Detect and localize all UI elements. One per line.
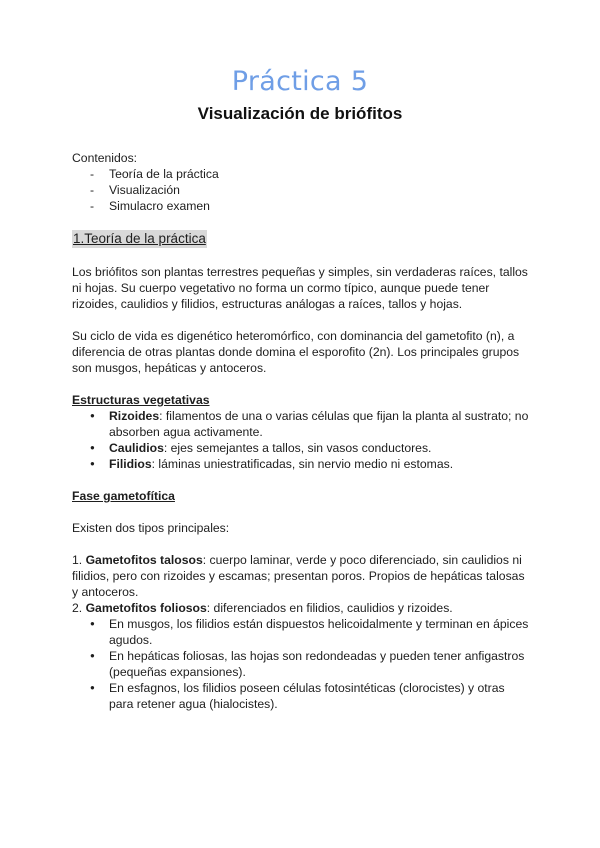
numbered-item [72,600,532,616]
list-item [90,456,532,472]
term: Rizoides [109,409,160,423]
contents-item: - Simulacro examen [90,198,532,214]
section-heading-theory: 1.Teoría de la práctica [73,231,206,246]
page-subtitle: Visualización de briófitos [197,104,403,123]
definition: : ejes semejantes a tallos, sin vasos conductores. [163,441,432,455]
contents-label: Contenidos: [72,151,138,165]
contents-item: - Teoría de la práctica [90,166,532,182]
definition: : láminas uniestratificadas, sin nervio medio ni estomas. [151,457,454,471]
term: Gametofitos talosos [85,553,203,567]
subheading-vegetative: Estructuras vegetativas [72,393,210,407]
contents-item: - Visualización [90,182,532,198]
list-item: ● En hepáticas foliosas, las hojas son redondeadas y pueden tener anfigastros (pequeñas expansiones). [90,648,532,680]
term: Filidios [109,457,152,471]
list-item [90,408,532,440]
item-number: 2. [72,601,86,615]
intro-paragraph: Los briófitos son plantas terrestres pequeñas y simples, sin verdaderas raíces, tallos ni hojas. Su cuerpo vegetativo no forma un cormo típico, aunque puede tener rizoides, caulidios y filidios, estructuras análogas a raíces, tallos y hojas. [72,265,528,311]
page-title: Práctica 5 [231,66,369,97]
numbered-item [72,552,532,600]
term: Gametofitos foliosos [85,601,207,615]
list-item [90,440,532,456]
subheading-gametophytic: Fase gametofítica [72,489,175,503]
item-number: 1. [72,553,86,567]
term: Caulidios [109,441,164,455]
definition: : filamentos de una o varias células que fijan la planta al sustrato; no absorben agua activamente. [109,409,529,439]
gametophytic-bullets [72,616,532,712]
list-item: ● En musgos, los filidios están dispuestos helicoidalmente y terminan en ápices agudos. [90,616,532,648]
contents-list [72,166,532,214]
lifecycle-paragraph: Su ciclo de vida es digenético heteromórfico, con dominancia del gametofito (n), a diferencia de otras plantas donde domina el esporofito (2n). Los principales grupos son musgos, hepáticas y antoceros. [72,329,520,375]
gametophytic-intro: Existen dos tipos principales: [72,521,230,535]
document-body [72,150,532,712]
definition: : diferenciados en filidios, caulidios y rizoides. [206,601,453,615]
definition: : cuerpo laminar, verde y poco diferenciado, sin caulidios ni filidios, pero con rizoides y escamas; presentan poros. Propios de hepáticas talosas y antoceros. [72,553,525,599]
vegetative-list [72,408,532,472]
list-item: ● En esfagnos, los filidios poseen células fotosintéticas (clorocistes) y otras para retener agua (hialocistes). [90,680,532,712]
